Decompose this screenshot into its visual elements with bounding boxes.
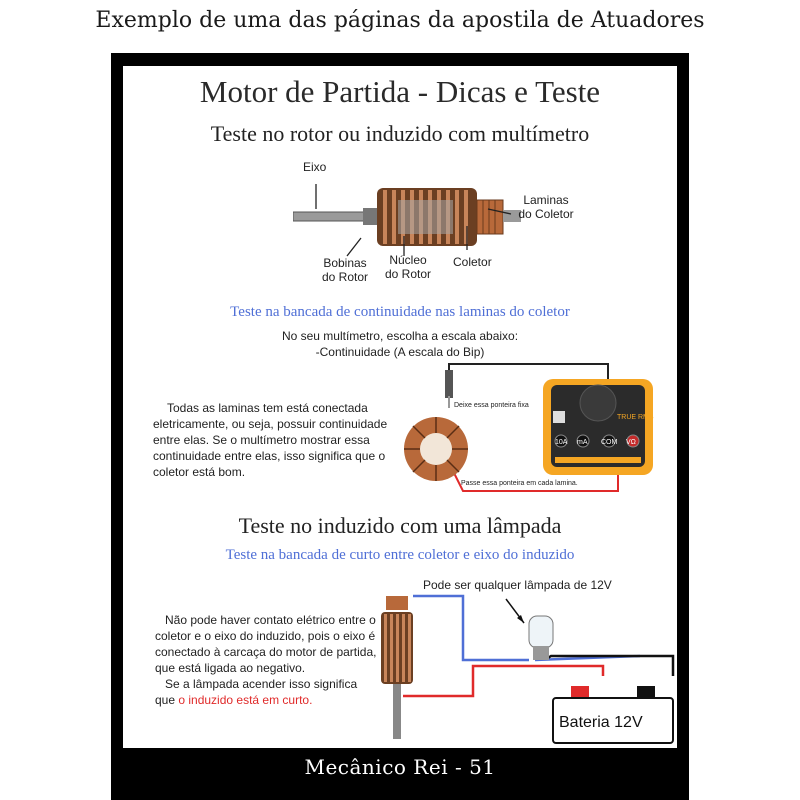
label-bobinas-line2: do Rotor (321, 270, 369, 284)
section2-paragraph-lead: Se a lâmpada acender isso significa que (155, 677, 358, 707)
meter-brand-label: TRUE RMS (617, 414, 654, 421)
label-bobinas (316, 256, 374, 284)
label-nucleo-line1: Núcleo (389, 253, 427, 267)
battery-label: Bateria 12V (559, 714, 643, 731)
instruction-line2: -Continuidade (A escala do Bip) (315, 345, 485, 359)
page-footer: Mecânico Rei - 51 (304, 755, 496, 779)
meter-label-ma: mA (577, 439, 588, 446)
label-nucleo (378, 253, 438, 281)
label-coletor: Coletor (453, 255, 492, 269)
multimeter-illustration (543, 379, 653, 475)
battery-minus-label: - (627, 696, 630, 705)
meter-label-com: COM (601, 439, 618, 446)
commutator-illustration (401, 414, 471, 484)
page-title: Motor de Partida - Dicas e Teste (199, 74, 601, 109)
section2-paragraph-red: o induzido está em curto. (178, 693, 313, 707)
probe-each-label: Passe essa ponteira em cada lamina. (461, 480, 578, 487)
section1-heading: Teste no rotor ou induzido com multímetro (210, 121, 590, 146)
rotor-vertical-illustration (381, 596, 413, 739)
section2-paragraph-main: Não pode haver contato elétrico entre o coletor e o eixo do induzido, pois o eixo é conectado à carcaça do motor de partida, que está ligada ao negativo. (155, 613, 377, 675)
label-laminas-line1: Laminas (523, 193, 569, 207)
document-header-title: Exemplo de uma das páginas da apostila de Atuadores (95, 8, 705, 33)
section2-paragraph (155, 612, 380, 708)
section2-subheading: Teste na bancada de curto entre coletor e eixo do induzido (225, 547, 575, 563)
label-eixo: Eixo (303, 160, 327, 174)
instruction-line1: No seu multímetro, escolha a escala abaixo: (281, 329, 519, 343)
section1-paragraph: Todas as laminas tem está conectada eletricamente, ou seja, possuir continuidade entre elas. Se o multímetro mostrar essa continuidade entre elas, isso significa que o coletor está bom. (153, 401, 388, 479)
label-nucleo-line2: do Rotor (384, 267, 432, 281)
label-laminas (511, 193, 581, 221)
lamp-note: Pode ser qualquer lâmpada de 12V (423, 578, 612, 592)
page-content (123, 66, 677, 748)
label-laminas-line2: do Coletor (518, 207, 574, 221)
section2-heading: Teste no induzido com uma lâmpada (238, 513, 562, 538)
label-bobinas-line1: Bobinas (323, 256, 367, 270)
meter-label-10a: 10A (555, 439, 568, 446)
battery-plus-label: + (561, 700, 566, 709)
page-frame (111, 53, 689, 800)
section1-subheading: Teste na bancada de continuidade nas laminas do coletor (230, 304, 570, 320)
probe-fixed-label: Deixe essa ponteira fixa (454, 402, 529, 409)
meter-label-v: VΩ (626, 439, 636, 446)
section2-paragraph-conclusion (155, 676, 380, 708)
